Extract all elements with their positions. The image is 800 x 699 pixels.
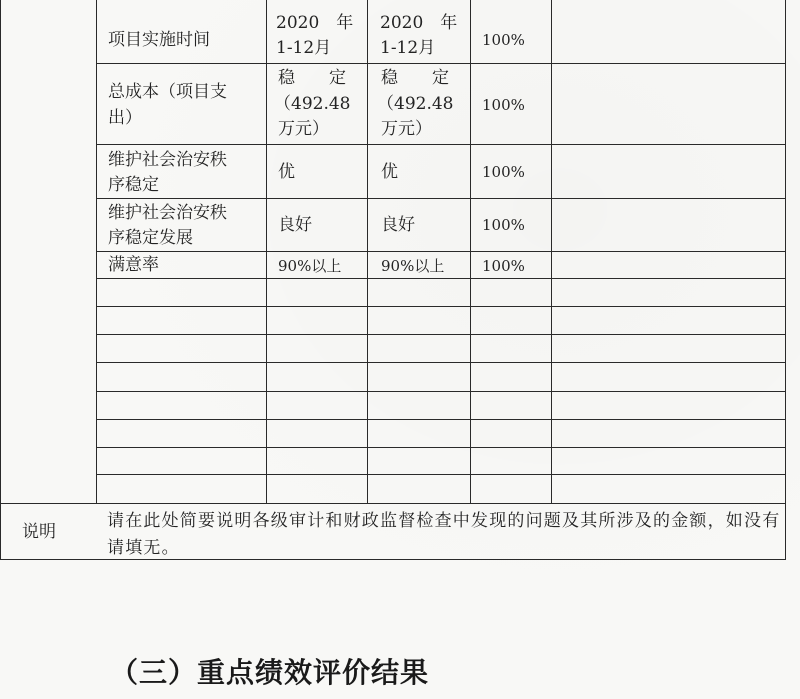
table-border-right <box>785 0 786 560</box>
target-cell: 优 <box>278 162 295 182</box>
indicator-cell: 满意率 <box>108 255 159 275</box>
row-divider <box>96 362 786 363</box>
actual-cell: （492.48 <box>377 94 454 114</box>
row-divider <box>96 278 786 279</box>
indicator-cell: 维护社会治安秩 <box>108 203 227 223</box>
actual-cell: 2020 年 <box>380 13 458 33</box>
actual-cell: 90%以上 <box>381 257 445 275</box>
row-divider <box>0 503 786 504</box>
note-label: 说明 <box>22 522 56 542</box>
row-divider <box>96 334 786 335</box>
indicator-cell: 维护社会治安秩 <box>108 150 227 170</box>
row-divider <box>96 251 786 252</box>
actual-cell: 1-12月 <box>380 38 436 58</box>
actual-cell: 稳 定 <box>381 68 449 88</box>
target-cell: 万元） <box>278 119 329 139</box>
target-cell: 1-12月 <box>276 38 332 58</box>
row-divider <box>96 447 786 448</box>
row-divider <box>96 419 786 420</box>
indicator-cell: 序稳定发展 <box>108 228 193 248</box>
target-cell: 良好 <box>278 215 312 235</box>
row-divider <box>96 391 786 392</box>
rate-cell: 100% <box>482 216 525 234</box>
row-divider <box>96 198 786 199</box>
rate-cell: 100% <box>482 31 525 49</box>
row-divider <box>96 306 786 307</box>
note-text: 请在此处简要说明各级审计和财政监督检查中发现的问题及其所涉及的金额，如没有请填无。 <box>107 511 781 558</box>
table-border-left <box>0 0 1 560</box>
indicator-cell: 总成本（项目支 <box>108 82 227 102</box>
target-cell: 90%以上 <box>278 257 342 275</box>
section-heading: （三）重点绩效评价结果 <box>110 656 430 689</box>
actual-cell: 良好 <box>381 215 415 235</box>
row-divider <box>96 63 786 64</box>
row-divider <box>96 474 786 475</box>
actual-cell: 优 <box>381 162 398 182</box>
rate-cell: 100% <box>482 96 525 114</box>
row-divider <box>96 144 786 145</box>
actual-cell: 万元） <box>381 119 432 139</box>
target-cell: （492.48 <box>274 94 351 114</box>
rate-cell: 100% <box>482 163 525 181</box>
indicator-cell: 序稳定 <box>108 175 159 195</box>
rate-cell: 100% <box>482 257 525 275</box>
target-cell: 稳 定 <box>278 68 346 88</box>
target-cell: 2020 年 <box>276 13 354 33</box>
indicator-cell: 出） <box>108 108 142 128</box>
indicator-cell: 项目实施时间 <box>108 30 210 50</box>
